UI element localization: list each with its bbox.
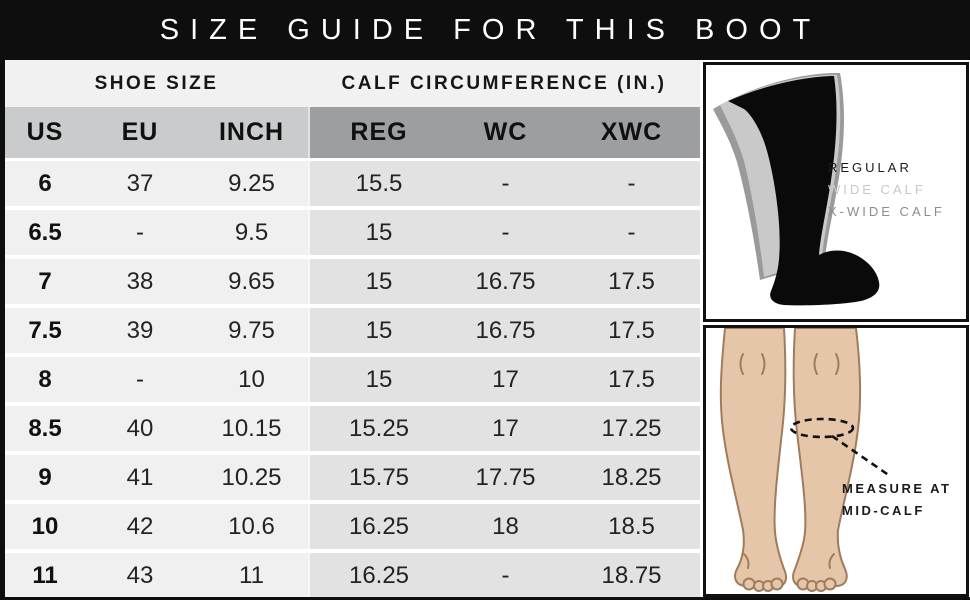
cell-inch: 10 [195,357,308,402]
cell-eu: - [85,210,195,255]
cell-wc: 17 [448,357,563,402]
cell-eu: 38 [85,259,195,304]
table-row [5,406,700,451]
cell-us: 8 [5,357,85,402]
measure-label-line1: MEASURE AT [842,481,952,496]
table-row [5,504,700,549]
cell-reg: 15 [308,259,448,304]
column-header-xwc: XWC [563,107,700,158]
legs-illustration [706,328,966,594]
cell-xwc: 18.25 [563,455,700,500]
cell-wc: - [448,553,563,598]
cell-eu: 40 [85,406,195,451]
cell-xwc: - [563,210,700,255]
column-header-us: US [5,107,85,158]
cell-us: 11 [5,553,85,598]
calf-width-legend [828,157,945,223]
cell-eu: 41 [85,455,195,500]
table-row [5,259,700,304]
cell-inch: 10.6 [195,504,308,549]
cell-reg: 15 [308,210,448,255]
cell-inch: 11 [195,553,308,598]
table-group-header [5,60,700,107]
table-row [5,455,700,500]
cell-reg: 15.5 [308,161,448,206]
measurement-panel [703,325,969,597]
measure-label-line2: MID-CALF [842,503,925,518]
table-row [5,210,700,255]
cell-reg: 16.25 [308,553,448,598]
cell-wc: 16.75 [448,259,563,304]
table-column-header-row [5,107,700,158]
table-row [5,553,700,598]
cell-us: 7.5 [5,308,85,353]
cell-xwc: 18.75 [563,553,700,598]
cell-eu: 39 [85,308,195,353]
cell-inch: 10.25 [195,455,308,500]
cell-inch: 9.5 [195,210,308,255]
column-header-reg: REG [308,107,448,158]
page-title: SIZE GUIDE FOR THIS BOOT [159,13,822,46]
cell-xwc: 17.25 [563,406,700,451]
cell-xwc: 18.5 [563,504,700,549]
cell-wc: 17 [448,406,563,451]
column-header-eu: EU [85,107,195,158]
cell-reg: 16.25 [308,504,448,549]
column-header-inch: INCH [195,107,308,158]
title-banner [0,0,970,60]
shoe-size-header: SHOE SIZE [94,72,219,94]
cell-wc: 16.75 [448,308,563,353]
boot-width-panel [703,62,969,322]
cell-wc: - [448,161,563,206]
table-row [5,161,700,206]
cell-us: 10 [5,504,85,549]
table-row [5,357,700,402]
cell-us: 6.5 [5,210,85,255]
column-header-wc: WC [448,107,563,158]
measure-at-mid-calf-label [842,478,952,522]
cell-eu: 42 [85,504,195,549]
cell-xwc: 17.5 [563,308,700,353]
cell-eu: 43 [85,553,195,598]
cell-us: 6 [5,161,85,206]
cell-reg: 15 [308,357,448,402]
calf-circumference-header: CALF CIRCUMFERENCE (IN.) [341,72,667,94]
table-row [5,308,700,353]
cell-reg: 15.75 [308,455,448,500]
cell-wc: - [448,210,563,255]
legend-wide-calf: WIDE CALF [828,182,926,197]
cell-eu: - [85,357,195,402]
cell-us: 9 [5,455,85,500]
cell-inch: 9.75 [195,308,308,353]
cell-inch: 10.15 [195,406,308,451]
cell-inch: 9.65 [195,259,308,304]
cell-reg: 15 [308,308,448,353]
cell-xwc: 17.5 [563,357,700,402]
cell-wc: 17.75 [448,455,563,500]
cell-inch: 9.25 [195,161,308,206]
cell-wc: 18 [448,504,563,549]
cell-us: 7 [5,259,85,304]
cell-xwc: - [563,161,700,206]
cell-eu: 37 [85,161,195,206]
cell-xwc: 17.5 [563,259,700,304]
legend-regular: REGULAR [828,160,912,175]
cell-us: 8.5 [5,406,85,451]
legend-x-wide-calf: X-WIDE CALF [828,204,945,219]
cell-reg: 15.25 [308,406,448,451]
